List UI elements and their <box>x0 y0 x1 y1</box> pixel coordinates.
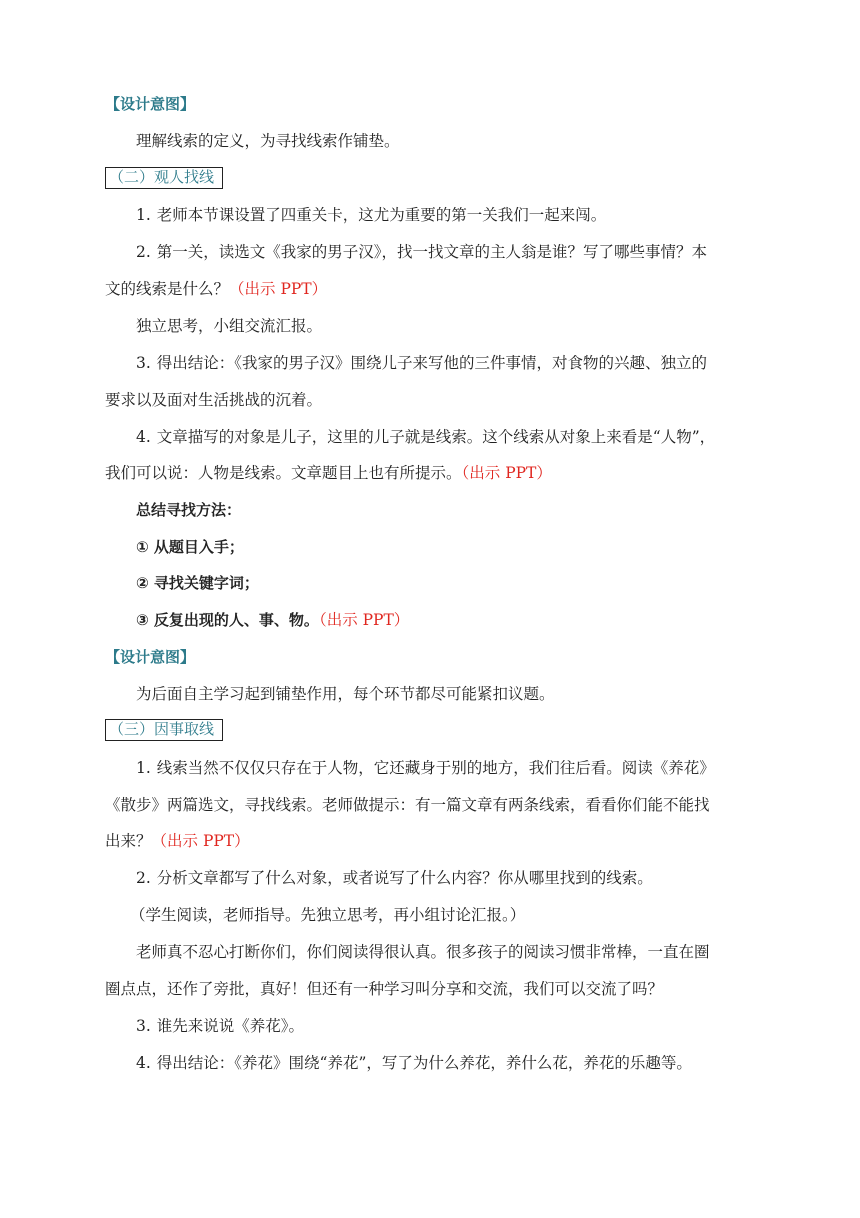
list-item <box>136 1053 796 1073</box>
method-item: ② 寻找关键字词； <box>136 574 259 592</box>
summary-title: 总结寻找方法： <box>136 501 242 519</box>
item-text: 线索当然不仅仅只存在于人物，它还藏身于别的地方，我们往后看。阅读《养花》 <box>156 759 715 777</box>
item-text: 得出结论：《养花》围绕“养花”，写了为什么养花，养什么花，养花的乐趣等。 <box>156 1054 692 1072</box>
list-item <box>136 353 796 373</box>
item-number: 2. <box>136 869 151 887</box>
item-number: 4. <box>136 428 151 446</box>
ppt-note: （出示 PPT） <box>461 464 552 482</box>
design-intent-heading: 【设计意图】 <box>105 95 196 113</box>
ppt-note: （出示 PPT） <box>318 611 410 629</box>
item-text: 分析文章都写了什么对象，或者说写了什么内容？你从哪里找到的线索。 <box>156 869 653 887</box>
item-number: 3. <box>136 1017 151 1035</box>
method-item: ① 从题目入手； <box>136 538 244 556</box>
item-text: 谁先来说说《养花》。 <box>156 1017 305 1035</box>
list-item <box>136 758 796 778</box>
list-item-continuation <box>105 831 765 851</box>
item-text: 我们可以说：人物是线索。文章题目上也有所提示。 <box>105 464 462 482</box>
list-item-continuation: 《散步》两篇选文，寻找线索。老师做提示：有一篇文章有两条线索，看看你们能不能找 <box>105 796 710 814</box>
list-item <box>136 205 796 225</box>
item-text: 得出结论：《我家的男子汉》围绕儿子来写他的三件事情，对食物的兴趣、独立的 <box>156 354 708 372</box>
method-item <box>136 610 796 630</box>
item-text: 第一关，读选文《我家的男子汉》，找一找文章的主人翁是谁？写了哪些事情？本 <box>156 243 708 261</box>
item-number: 3. <box>136 354 151 372</box>
section-title-box: （二）观人找线 <box>105 167 223 189</box>
item-number: 1. <box>136 759 151 777</box>
item-text: 文章描写的对象是儿子，这里的儿子就是线索。这个线索从对象上来看是“人物”， <box>156 428 716 446</box>
list-item <box>136 868 796 888</box>
design-intent-text: 理解线索的定义，为寻找线索作铺垫。 <box>136 132 400 150</box>
method-text: ③ 反复出现的人、事、物。 <box>136 611 319 629</box>
paragraph: 独立思考，小组交流汇报。 <box>136 317 323 335</box>
list-item <box>136 427 796 447</box>
list-item-continuation <box>105 463 765 483</box>
item-text: 出来？ <box>105 832 152 850</box>
list-item-continuation: 要求以及面对生活挑战的沉着。 <box>105 391 323 409</box>
ppt-note: （出示 PPT） <box>229 280 328 298</box>
item-text: 老师本节课设置了四重关卡，这尤为重要的第一关我们一起来闯。 <box>156 206 607 224</box>
design-intent-text: 为后面自主学习起到铺垫作用，每个环节都尽可能紧扣议题。 <box>136 685 555 703</box>
item-number: 2. <box>136 243 151 261</box>
ppt-note: （出示 PPT） <box>151 832 250 850</box>
paragraph-continuation: 圈点点，还作了旁批，真好！但还有一种学习叫分享和交流，我们可以交流了吗？ <box>105 980 664 998</box>
paragraph: （学生阅读，老师指导。先独立思考，再小组讨论汇报。） <box>130 906 526 924</box>
item-number: 1. <box>136 206 151 224</box>
item-number: 4. <box>136 1054 151 1072</box>
list-item <box>136 242 796 262</box>
item-text: 文的线索是什么？ <box>105 280 230 298</box>
paragraph: 老师真不忍心打断你们，你们阅读得很认真。很多孩子的阅读习惯非常棒，一直在圈 <box>136 943 710 961</box>
list-item-continuation <box>105 279 765 299</box>
design-intent-heading: 【设计意图】 <box>105 648 196 666</box>
section-title-box: （三）因事取线 <box>105 719 223 741</box>
list-item <box>136 1016 796 1036</box>
